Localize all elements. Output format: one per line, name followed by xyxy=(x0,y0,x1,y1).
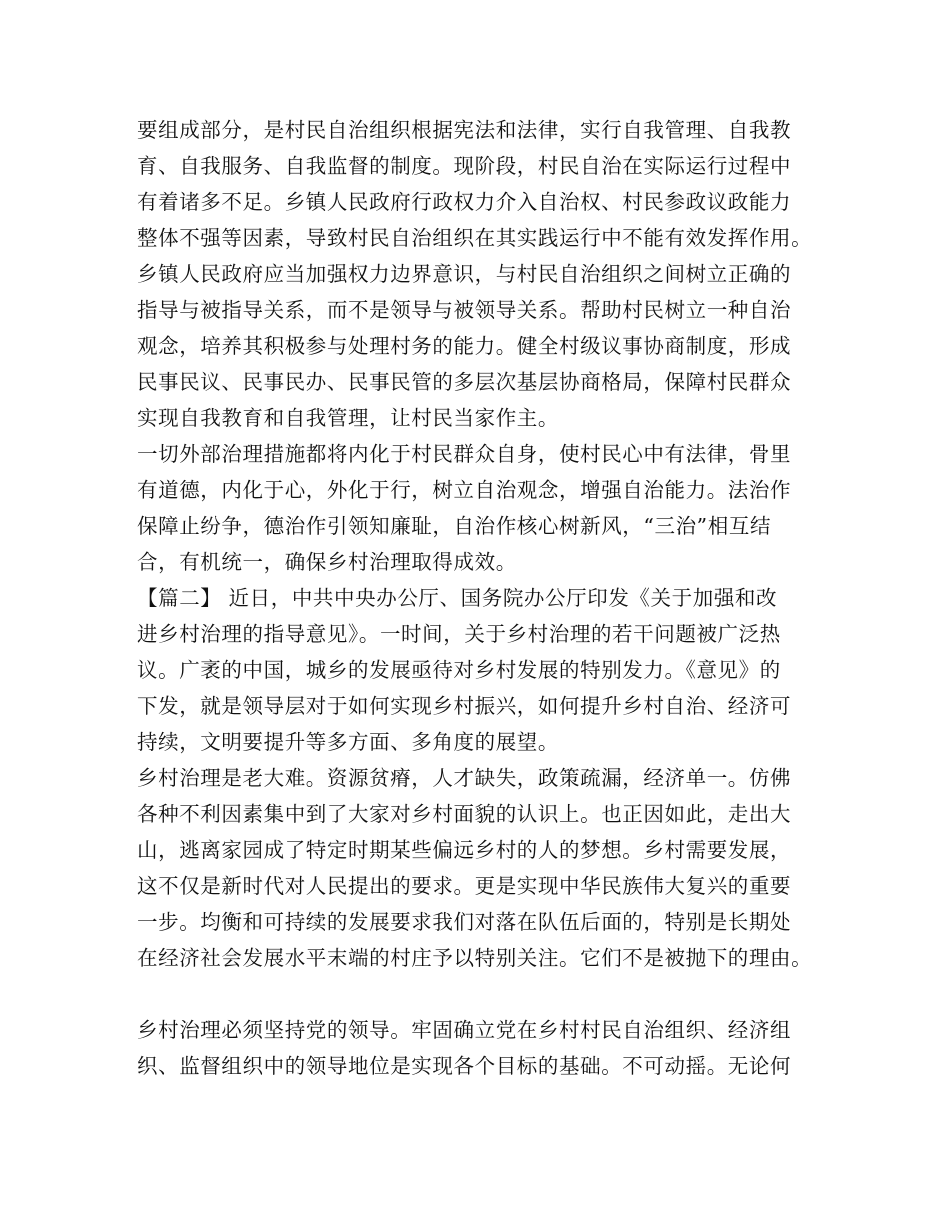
document-body xyxy=(137,112,837,1084)
text-line: 山，逃离家园成了特定时期某些偏远乡村的人的梦想。乡村需要发展， xyxy=(137,838,792,862)
text-line: 实现自我教育和自我管理，让村民当家作主。 xyxy=(137,406,559,430)
text-line: 观念，培养其积极参与处理村务的能力。健全村级议事协商制度，形成 xyxy=(137,334,792,358)
text-line: 织、监督组织中的领导地位是实现各个目标的基础。不可动摇。无论何 xyxy=(137,1054,792,1078)
text-line: 议。广袤的中国，城乡的发展亟待对乡村发展的特别发力。《意见》的 xyxy=(137,658,781,682)
text-line: 有道德，内化于心，外化于行，树立自治观念，增强自治能力。法治作 xyxy=(137,478,792,502)
text-line: 指导与被指导关系，而不是领导与被领导关系。帮助村民树立一种自治 xyxy=(137,298,792,322)
text-line: 有着诸多不足。乡镇人民政府行政权力介入自治权、村民参政议政能力 xyxy=(137,190,792,214)
text-line: 一切外部治理措施都将内化于村民群众自身，使村民心中有法律，骨里 xyxy=(137,442,792,466)
text-line: 这不仅是新时代对人民提出的要求。更是实现中华民族伟大复兴的重要 xyxy=(137,874,792,898)
text-line: 乡村治理是老大难。资源贫瘠，人才缺失，政策疏漏，经济单一。仿佛 xyxy=(137,766,792,790)
text-line: 民事民议、民事民办、民事民管的多层次基层协商格局，保障村民群众 xyxy=(137,370,792,394)
text-line: 在经济社会发展水平末端的村庄予以特别关注。它们不是被抛下的理由。 xyxy=(137,946,813,970)
text-line: 进乡村治理的指导意见》。一时间，关于乡村治理的若干问题被广泛热 xyxy=(137,622,781,646)
section-heading-line: 【篇二】 近日，中共中央办公厅、国务院办公厅印发《关于加强和改 xyxy=(137,586,778,610)
text-line: 下发，就是领导层对于如何实现乡村振兴，如何提升乡村自治、经济可 xyxy=(137,694,792,718)
text-line: 乡镇人民政府应当加强权力边界意识，与村民自治组织之间树立正确的 xyxy=(137,262,792,286)
text-line: 要组成部分，是村民自治组织根据宪法和法律，实行自我管理、自我教 xyxy=(137,118,792,142)
text-line: 持续，文明要提升等多方面、多角度的展望。 xyxy=(137,730,559,754)
text-line: 一步。均衡和可持续的发展要求我们对落在队伍后面的，特别是长期处 xyxy=(137,910,792,934)
text-line: 保障止纷争，德治作引领知廉耻，自治作核心树新风，“三治”相互结 xyxy=(137,514,772,538)
text-line: 各种不利因素集中到了大家对乡村面貌的认识上。也正因如此，走出大 xyxy=(137,802,792,826)
text-line: 整体不强等因素，导致村民自治组织在其实践运行中不能有效发挥作用。 xyxy=(137,226,813,250)
text-line: 育、自我服务、自我监督的制度。现阶段，村民自治在实际运行过程中 xyxy=(137,154,792,178)
blank-line xyxy=(137,976,837,1012)
text-line: 乡村治理必须坚持党的领导。牢固确立党在乡村村民自治组织、经济组 xyxy=(137,1018,792,1042)
text-line: 合，有机统一，确保乡村治理取得成效。 xyxy=(137,550,517,574)
